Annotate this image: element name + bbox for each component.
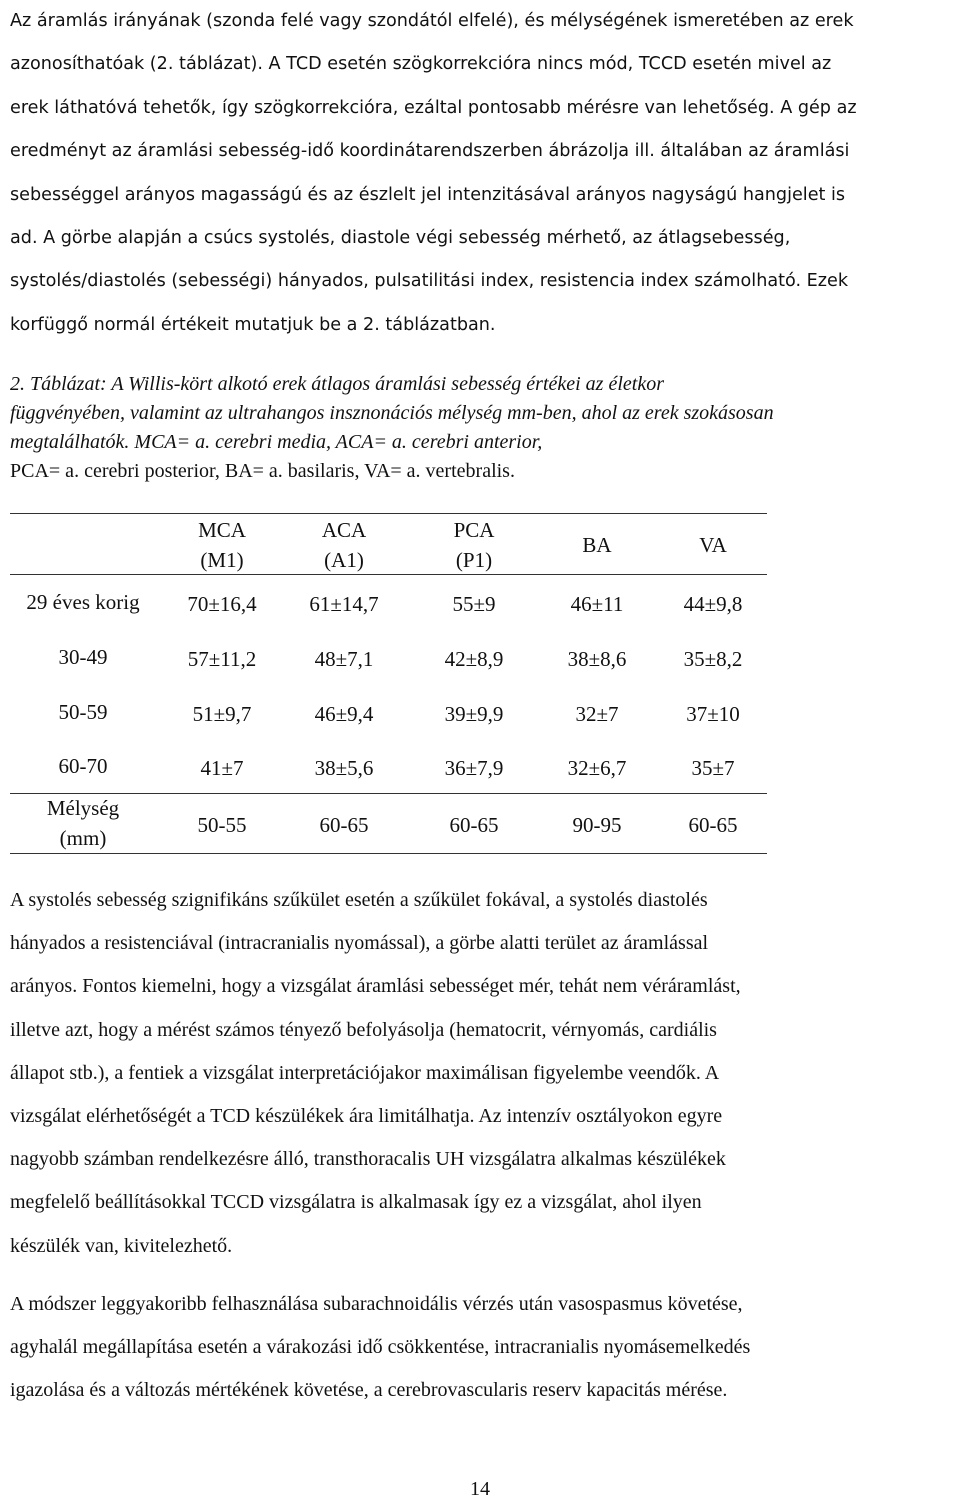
table-rule-top xyxy=(10,513,767,514)
table-cell: 32±7 xyxy=(575,702,619,726)
column-header-text: MCA xyxy=(198,518,246,542)
row-label-text: 50-59 xyxy=(58,700,108,724)
row-label-text: Mélység xyxy=(46,796,120,820)
row-label-text: (mm) xyxy=(59,826,107,850)
column-header-text: BA xyxy=(582,533,612,557)
text-line: azonosíthatóak (2. táblázat). A TCD esetén szögkorrekcióra nincs mód, TCCD esetén mivel az xyxy=(10,54,832,75)
caption-line: 2. Táblázat: A Willis-kört alkotó erek átlagos áramlási sebesség értékei az életkor xyxy=(10,373,664,395)
table-cell: 48±7,1 xyxy=(314,647,374,671)
table-cell: 60-65 xyxy=(688,813,738,837)
table-cell: 55±9 xyxy=(452,592,496,616)
table-cell: 60-65 xyxy=(319,813,369,837)
text-line: arányos. Fontos kiemelni, hogy a vizsgálat áramlási sebességet mér, tehát nem véráramlást, xyxy=(10,975,741,998)
table-cell: 32±6,7 xyxy=(567,756,627,780)
text-line: agyhalál megállapítása esetén a várakozási idő csökkentése, intracranialis nyomásemelkedés xyxy=(10,1336,751,1359)
caption-line: PCA= a. cerebri posterior, BA= a. basilaris, VA= a. vertebralis. xyxy=(10,460,515,482)
table-cell: 51±9,7 xyxy=(192,702,252,726)
text-line: igazolása és a változás mértékének követése, a cerebrovascularis reserv kapacitás mérése. xyxy=(10,1379,728,1402)
text-line: vizsgálat elérhetőségét a TCD készülékek ára limitálhatja. Az intenzív osztályokon egyre xyxy=(10,1105,723,1128)
row-label xyxy=(8,751,158,781)
body-paragraph xyxy=(10,879,955,1268)
table-rule-bottom xyxy=(10,853,767,854)
column-header-text: PCA xyxy=(453,518,495,542)
column-header xyxy=(285,515,403,575)
table-cell: 35±8,2 xyxy=(683,647,743,671)
column-header-text: (P1) xyxy=(455,548,493,572)
column-header xyxy=(538,530,656,560)
text-line: eredményt az áramlási sebesség-idő koordinátarendszerben ábrázolja ill. általában az áramlási xyxy=(10,141,850,162)
text-line: Az áramlás irányának (szonda felé vagy szondától elfelé), és mélységének ismeretében az erek xyxy=(10,11,854,31)
table-cell: 36±7,9 xyxy=(444,756,504,780)
row-label xyxy=(8,793,158,853)
text-line: systolés/diastolés (sebességi) hányados, pulsatilitási index, resistencia index számolható. Ezek xyxy=(10,271,849,292)
table-cell: 50-55 xyxy=(197,813,247,837)
row-label xyxy=(8,697,158,727)
table-cell: 60-65 xyxy=(449,813,499,837)
table-cell: 61±14,7 xyxy=(309,592,379,616)
row-label-text: 60-70 xyxy=(58,754,108,778)
column-header-text: VA xyxy=(699,533,727,557)
column-header-text: ACA xyxy=(321,518,367,542)
caption-line: megtalálhatók. MCA= a. cerebri media, ACA= a. cerebri anterior, xyxy=(10,431,543,453)
text-line: erek láthatóvá tehetők, így szögkorrekcióra, ezáltal pontosabb mérésre van lehetőség. A gép az xyxy=(10,97,857,118)
text-line: ad. A görbe alapján a csúcs systolés, diastole végi sebesség mérhető, az átlagsebesség, xyxy=(10,228,791,249)
text-line: megfelelő beállításokkal TCCD vizsgálatra is alkalmasak így ez a vizsgálat, ahol ilyen xyxy=(10,1191,702,1214)
table-cell: 46±11 xyxy=(570,592,624,616)
text-line: A módszer leggyakoribb felhasználása subarachnoidális vérzés után vasospasmus követése, xyxy=(10,1293,743,1315)
table-cell: 70±16,4 xyxy=(187,592,257,616)
row-label xyxy=(8,642,158,672)
text-line: sebességgel arányos magasságú és az észlelt jel intenzitásával arányos nagyságú hangjelet is xyxy=(10,184,846,205)
table-cell: 39±9,9 xyxy=(444,702,504,726)
table-cell: 37±10 xyxy=(686,702,740,726)
table-cell: 41±7 xyxy=(200,756,244,780)
text-line: A systolés sebesség szignifikáns szűkület esetén a szűkület fokával, a systolés diastolés xyxy=(10,889,708,911)
text-line: korfüggő normál értékeit mutatjuk be a 2. táblázatban. xyxy=(10,314,496,335)
text-line: állapot stb.), a fentiek a vizsgálat interpretációjakor maximálisan figyelembe veendők. A xyxy=(10,1061,720,1084)
table-cell: 38±5,6 xyxy=(314,756,374,780)
text-line: illetve azt, hogy a mérést számos tényező befolyásolja (hematocrit, vérnyomás, cardiális xyxy=(10,1018,717,1041)
row-label-text: 30-49 xyxy=(58,645,108,669)
table-cell: 38±8,6 xyxy=(567,647,627,671)
column-header xyxy=(654,530,772,560)
column-header xyxy=(415,515,533,575)
row-label xyxy=(8,587,158,617)
table-cell: 42±8,9 xyxy=(444,647,504,671)
text-line: hányados a resistenciával (intracranialis nyomással), a görbe alatti terület az áramlással xyxy=(10,932,709,955)
text-line: készülék van, kivitelezhető. xyxy=(10,1234,233,1257)
table-cell: 35±7 xyxy=(691,756,735,780)
caption-line: függvényében, valamint az ultrahangos insznonációs mélység mm-ben, ahol az erek szokásosan xyxy=(10,402,774,424)
page-number: 14 xyxy=(470,1478,490,1500)
column-header-text: (M1) xyxy=(200,548,244,572)
table-cell: 46±9,4 xyxy=(314,702,374,726)
column-header xyxy=(163,515,281,575)
table-cell: 90-95 xyxy=(572,813,622,837)
text-line: nagyobb számban rendelkezésre álló, transthoracalis UH vizsgálatra alkalmas készülékek xyxy=(10,1148,726,1171)
row-label-text: 29 éves korig xyxy=(26,590,140,614)
column-header-text: (A1) xyxy=(324,548,364,572)
body-paragraph xyxy=(10,1283,955,1413)
table-cell: 44±9,8 xyxy=(683,592,743,616)
table-cell: 57±11,2 xyxy=(187,647,257,671)
